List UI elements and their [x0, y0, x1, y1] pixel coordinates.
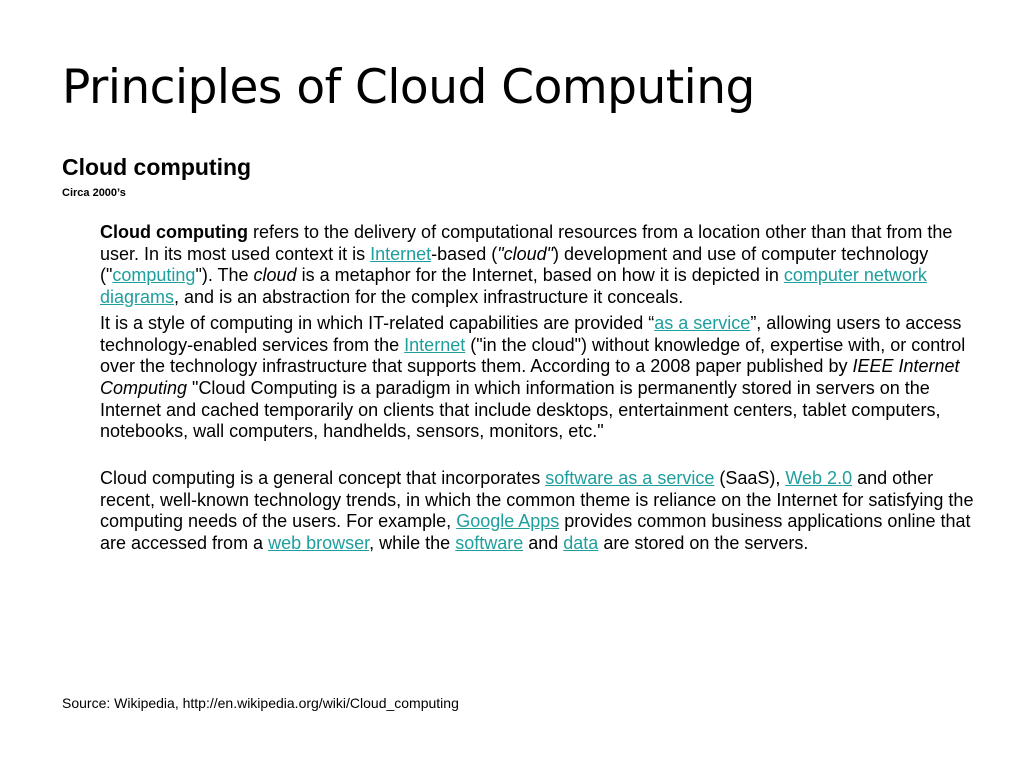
text-run: ”, allowing users to access technology-enabled services from the: [100, 312, 962, 355]
body-text: [100, 222, 980, 555]
link-internet[interactable]: Internet: [370, 243, 432, 264]
link-internet[interactable]: Internet: [404, 334, 466, 355]
text-run: provides common business applications online that are accessed from a: [100, 511, 971, 554]
link-google-apps[interactable]: Google Apps: [456, 511, 560, 532]
link-as-a-service[interactable]: as a service: [654, 312, 751, 333]
link-web-browser[interactable]: web browser: [268, 533, 370, 554]
text-run: and: [523, 533, 564, 554]
text-run: ) development and use of computer technology (": [100, 243, 929, 286]
text-run: -based (: [431, 243, 498, 264]
link-software-as-a-service[interactable]: software as a service: [545, 468, 715, 489]
text-run: "Cloud Computing is a paradigm in which information is permanently stored in servers on the Internet and cached temporarily on clients that include desktops, entertainment centers, tablet computers, notebooks, wall computers, handhelds, sensors, monitors, etc.": [100, 377, 941, 442]
italic-term: "cloud": [497, 243, 554, 264]
paragraph-style: [100, 313, 980, 443]
text-run: , while the: [369, 533, 456, 554]
text-run: "). The: [195, 265, 254, 286]
text-run: Cloud computing is a general concept that incorporates: [100, 468, 546, 489]
text-run: It is a style of computing in which IT-related capabilities are provided “: [100, 312, 655, 333]
text-run: is a metaphor for the Internet, based on how it is depicted in: [296, 265, 784, 286]
section-heading: Cloud computing: [62, 154, 252, 180]
slide-title: Principles of Cloud Computing: [62, 60, 755, 115]
link-web-2-0[interactable]: Web 2.0: [785, 468, 853, 489]
link-data[interactable]: data: [563, 533, 599, 554]
source-citation: Source: Wikipedia, http://en.wikipedia.org/wiki/Cloud_computing: [62, 695, 459, 711]
text-run: refers to the delivery of computational resources from a location other than that from the user. In its most used context it is: [100, 222, 953, 264]
italic-term: cloud: [253, 265, 297, 286]
text-run: , and is an abstraction for the complex infrastructure it conceals.: [174, 287, 684, 308]
paragraph-concept: [100, 468, 980, 555]
link-computer-network-diagrams[interactable]: computer network diagrams: [100, 265, 927, 308]
section-caption: Circa 2000’s: [62, 187, 126, 199]
text-run: (SaaS),: [714, 468, 786, 489]
text-run: and other recent, well-known technology trends, in which the common theme is reliance on the Internet for satisfying the computing needs of the users. For example,: [100, 468, 974, 532]
italic-term: IEEE Internet Computing: [100, 356, 960, 398]
link-computing[interactable]: computing: [112, 265, 196, 286]
bold-term: Cloud computing: [100, 222, 248, 242]
link-software[interactable]: software: [455, 533, 524, 554]
text-run: are stored on the servers.: [598, 533, 809, 554]
text-run: ("in the cloud") without knowledge of, expertise with, or control over the technology infrastructure that supports them. According to a 2008 paper published by: [100, 334, 966, 377]
paragraph-definition: [100, 222, 980, 309]
